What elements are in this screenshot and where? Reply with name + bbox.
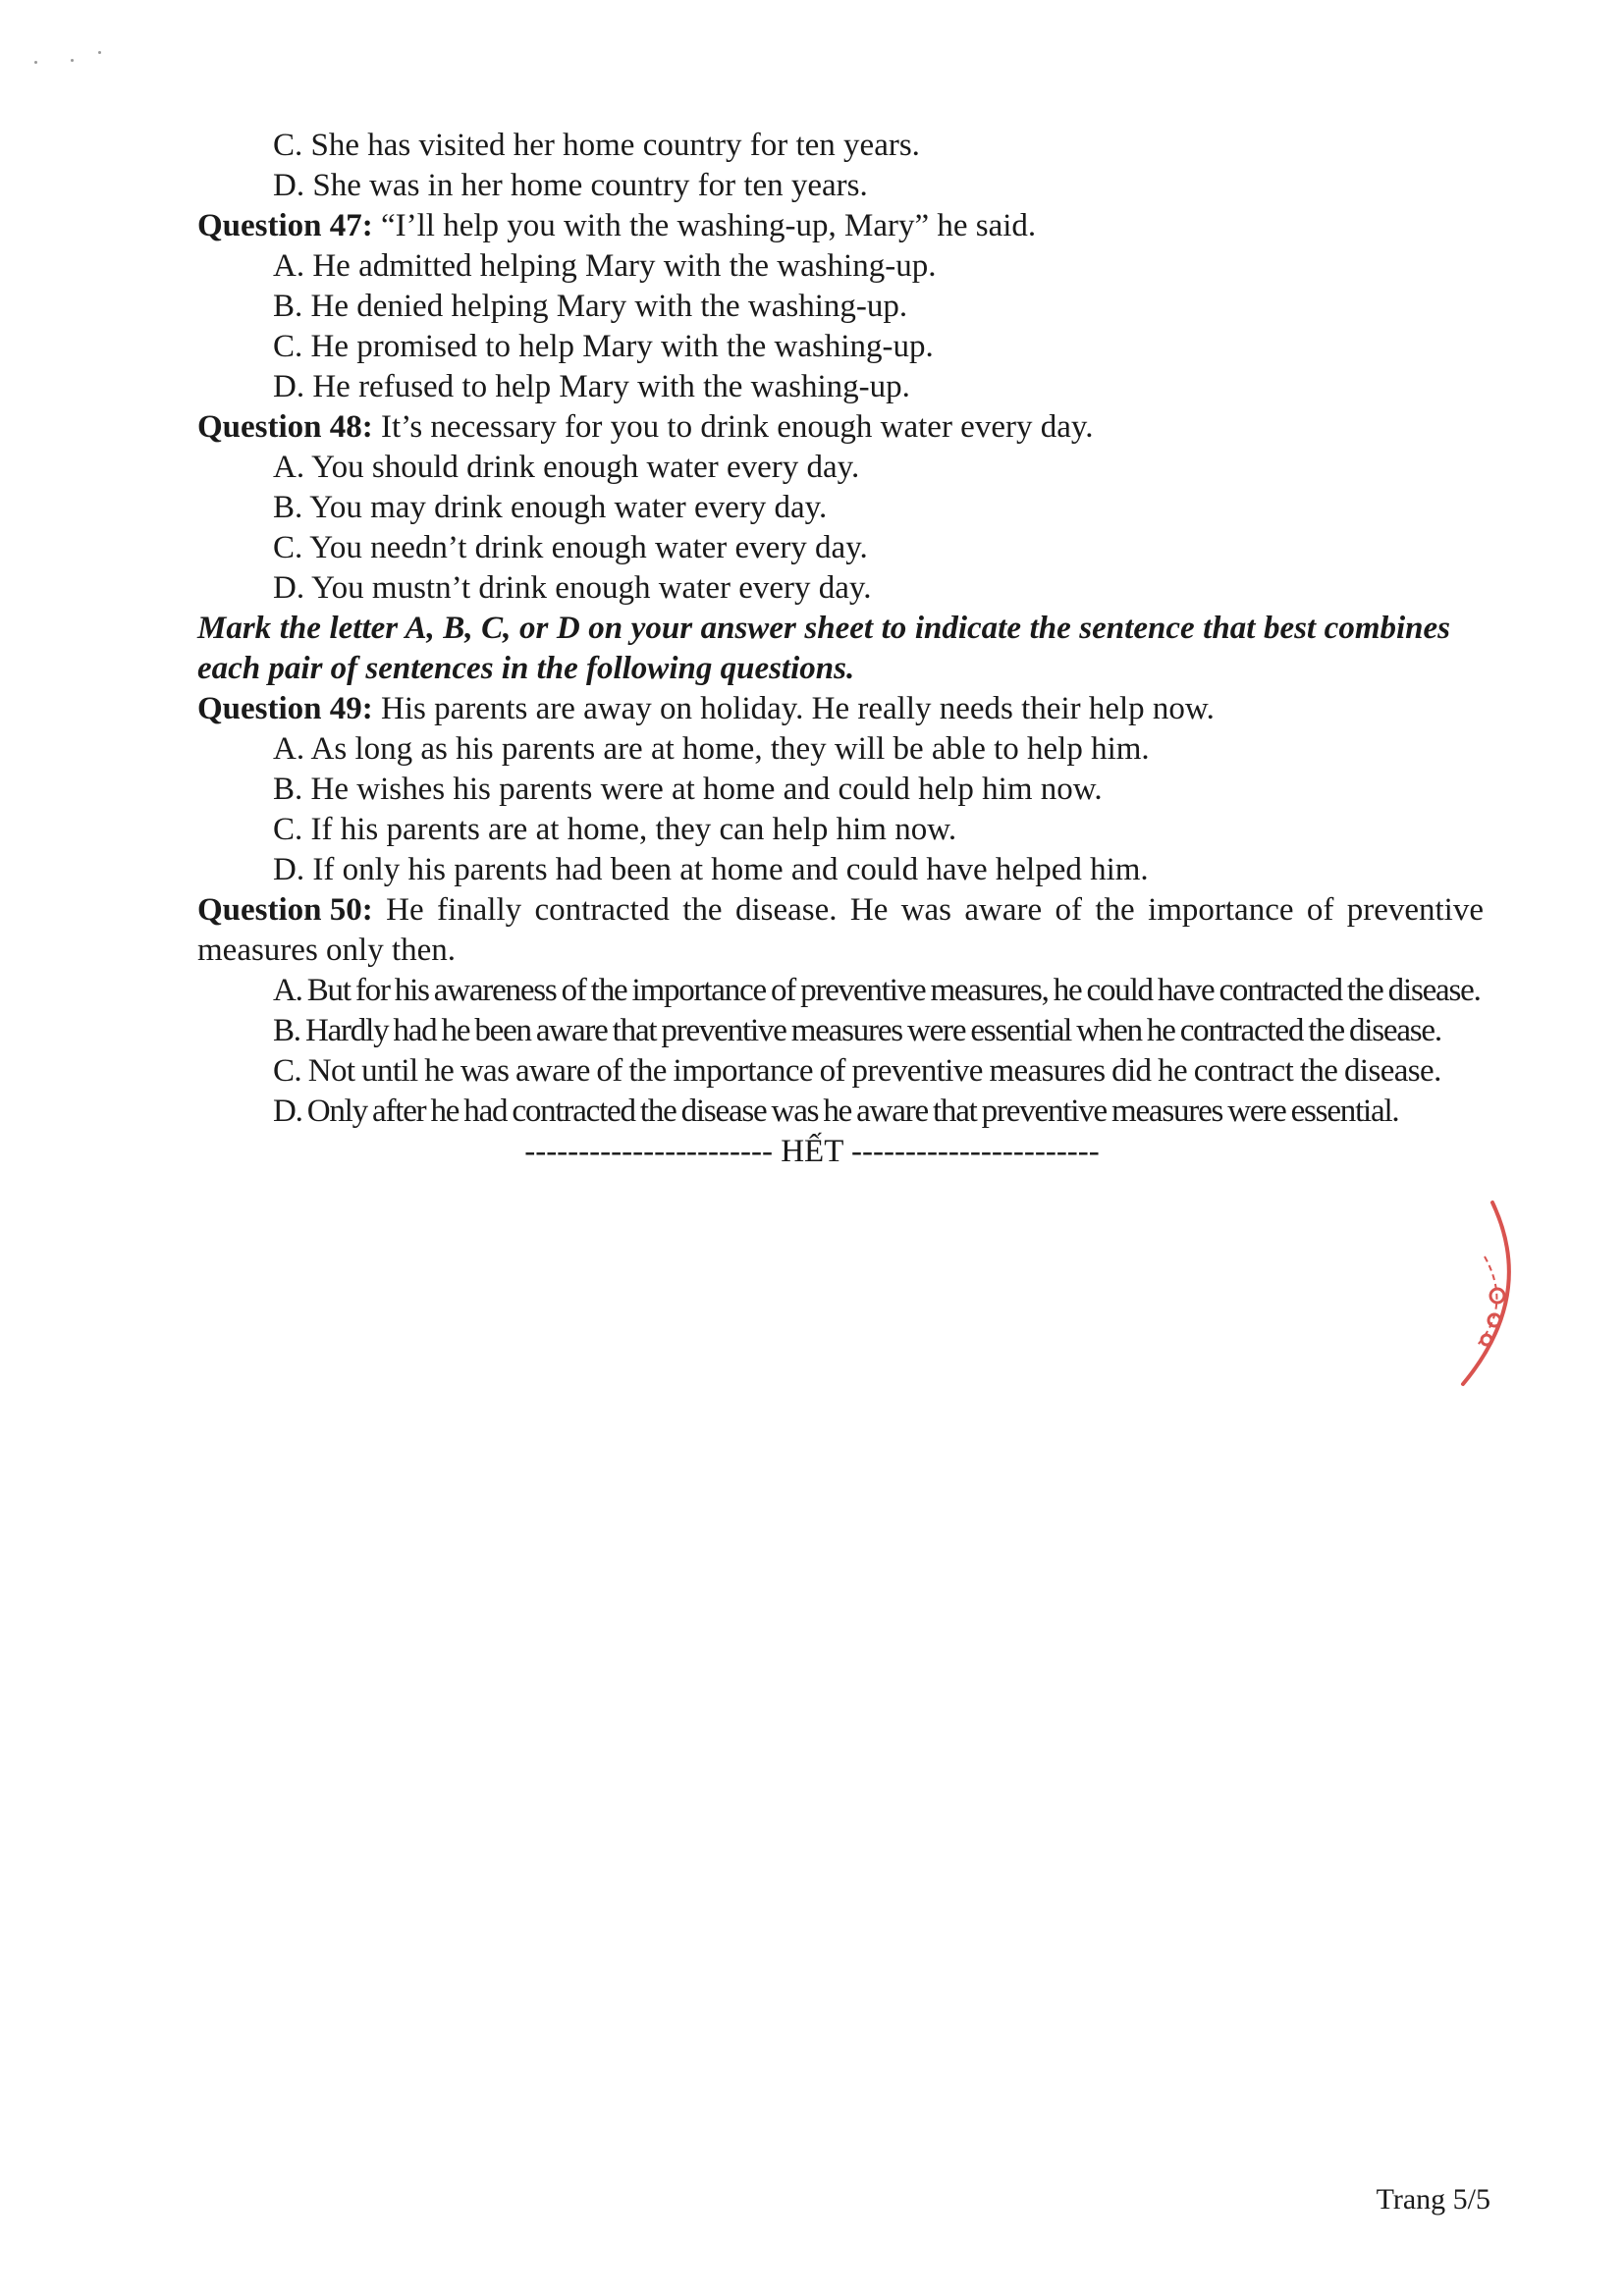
stamp-seal [1443, 1198, 1522, 1394]
q48-option-a [273, 448, 859, 488]
question-50 [197, 890, 1484, 971]
q47-option-a [273, 246, 936, 287]
option-letter: B. [273, 1013, 300, 1048]
option-letter: A. [273, 450, 305, 485]
q46-option-d [273, 166, 868, 206]
stem-word: was [900, 892, 952, 928]
question-label: Question 50: [197, 892, 373, 928]
q47-option-c [273, 327, 934, 367]
option-letter: C. [273, 1053, 302, 1089]
option-text: He wishes his parents were at home and could help him now. [310, 772, 1103, 807]
section-instruction: Mark the letter A, B, C, or D on your answer sheet to indicate the sentence that best combines each pair of sentences in the following questions. [197, 611, 1450, 686]
stem-word: of [1306, 892, 1334, 928]
option-letter: A. [273, 731, 305, 767]
option-text: Only after he had contracted the disease was he aware that preventive measures were essential. [306, 1094, 1399, 1129]
q46-option-c [273, 126, 920, 166]
stem-word: preventive [1346, 892, 1484, 928]
option-letter: D. [273, 1094, 302, 1129]
stem-word: importance [1148, 892, 1294, 928]
q50-option-b [273, 1011, 1441, 1051]
question-stem: It’s necessary for you to drink enough water every day. [381, 409, 1094, 445]
question-label: Question 48: [197, 409, 373, 445]
q50-option-a [273, 971, 1481, 1011]
option-letter: D. [273, 369, 305, 404]
option-text: As long as his parents are at home, they will be able to help him. [310, 731, 1150, 767]
q47-option-b [273, 287, 907, 327]
q47-option-d [273, 367, 910, 407]
option-text: He refused to help Mary with the washing-up. [312, 369, 910, 404]
option-text: Not until he was aware of the importance of preventive measures did he contract the disease. [307, 1053, 1441, 1089]
option-text: If only his parents had been at home and could have helped him. [312, 852, 1149, 887]
q49-option-c [273, 810, 956, 850]
question-48 [197, 407, 1093, 448]
question-49 [197, 689, 1215, 729]
end-marker: ----------------------- HẾT ----------------------- [524, 1134, 1100, 1169]
page-number: Trang 5/5 [1376, 2183, 1490, 2216]
question-stem: “I’ll help you with the washing-up, Mary” he said. [381, 208, 1037, 243]
option-letter: C. [273, 329, 303, 364]
stem-word: disease. [734, 892, 838, 928]
option-letter: D. [273, 852, 305, 887]
option-text: If his parents are at home, they can help him now. [310, 812, 957, 847]
stem-word: He [386, 892, 424, 928]
scan-speck [34, 61, 37, 64]
option-letter: B. [273, 772, 303, 807]
stem-word: He [849, 892, 889, 928]
option-text: But for his awareness of the importance of preventive measures, he could have contracted the disease. [306, 973, 1481, 1008]
question-label: Question 49: [197, 691, 373, 726]
question-47 [197, 206, 1036, 246]
q50-option-d [273, 1092, 1398, 1132]
stem-word: finally [436, 892, 522, 928]
option-text: She was in her home country for ten years. [312, 168, 868, 203]
scan-speck [98, 51, 101, 54]
option-text: You should drink enough water every day. [311, 450, 860, 485]
stem-word: aware [964, 892, 1043, 928]
scan-speck [71, 59, 74, 62]
option-letter: A. [273, 973, 302, 1008]
option-letter: C. [273, 530, 303, 565]
option-text: He denied helping Mary with the washing-up. [310, 289, 908, 324]
option-text: Hardly had he been aware that preventive measures were essential when he contracted the disease. [304, 1013, 1441, 1048]
option-text: You mustn’t drink enough water every day. [311, 570, 872, 606]
question-stem-line: measures only then. [197, 933, 457, 968]
q48-option-d [273, 568, 872, 609]
stem-word: the [1095, 892, 1135, 928]
option-letter: A. [273, 248, 305, 284]
question-stem-line [197, 890, 1484, 931]
option-text: He promised to help Mary with the washing-up. [310, 329, 934, 364]
q49-option-d [273, 850, 1149, 890]
option-text: She has visited her home country for ten years. [310, 128, 920, 163]
option-text: He admitted helping Mary with the washing-up. [312, 248, 937, 284]
option-letter: B. [273, 490, 303, 525]
option-letter: D. [273, 570, 305, 606]
q49-option-a [273, 729, 1150, 770]
q48-option-b [273, 488, 827, 528]
option-letter: B. [273, 289, 303, 324]
option-letter: D. [273, 168, 305, 203]
q49-option-b [273, 770, 1103, 810]
q48-option-c [273, 528, 868, 568]
option-letter: C. [273, 812, 303, 847]
stem-word: contracted [534, 892, 670, 928]
option-letter: C. [273, 128, 303, 163]
stem-word: the [682, 892, 723, 928]
option-text: You may drink enough water every day. [309, 490, 828, 525]
question-stem: His parents are away on holiday. He really needs their help now. [381, 691, 1215, 726]
option-text: You needn’t drink enough water every day. [309, 530, 868, 565]
question-label: Question 47: [197, 208, 373, 243]
q50-option-c [273, 1051, 1441, 1092]
stem-word: of [1055, 892, 1083, 928]
